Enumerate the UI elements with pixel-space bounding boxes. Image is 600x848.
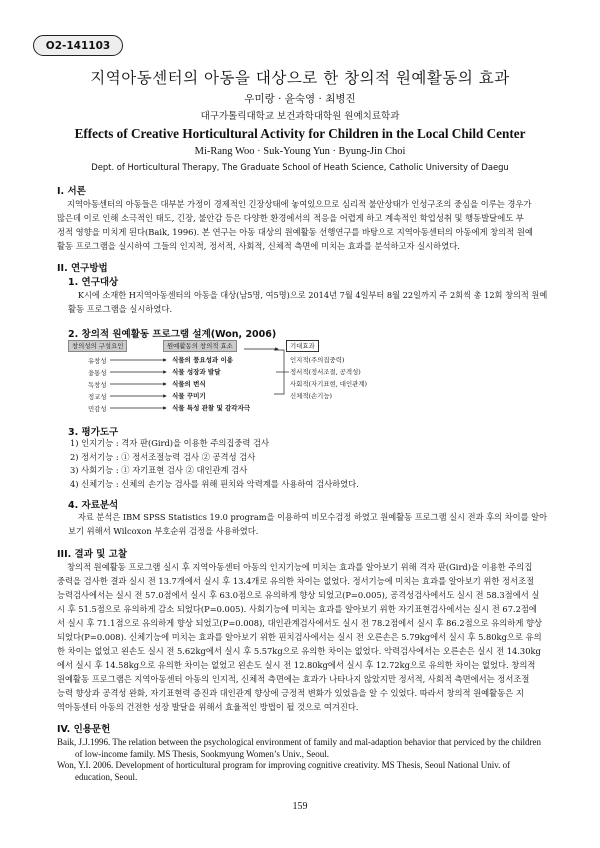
diagram-factor: 민감성 <box>88 405 107 413</box>
list-item: 1) 인지기능 : 격자 판(Gird)을 이용한 주의집중력 검사 <box>70 438 270 448</box>
diagram-header-creativity-factors: 창의성의 구성요인 <box>68 340 127 352</box>
paragraph-line: 많은데 이로 인해 소극적인 태도, 긴장, 불안감 등은 다양한 환경에서의 적응을 어렵게 하고 계속적인 학업성취 및 행동발달에도 부 <box>57 213 524 223</box>
title-english: Effects of Creative Horticultural Activity for Children in the Local Child Center <box>74 126 526 141</box>
paragraph-line: 능력검사에서는 실시 전 57.0점에서 실시 후 63.0점으로 유의하게 향상 되었고(P=0.005), 공격성검사에서도 실시 전 58.3점에서 실 <box>57 590 540 600</box>
affiliation-english: Dept. of Horticultural Therapy, The Graduate School of Heath Science, Catholic University of Daegu <box>91 162 509 172</box>
paragraph-line: K시에 소재한 H지역아동센터의 아동을 대상(남5명, 여5명)으로 2014년 7월 4일부터 8월 22일까지 주 2회씩 총 12회 창의적 원예 <box>77 290 548 300</box>
section-heading-results: III. 결과 및 고찰 <box>57 549 128 560</box>
diagram-effect: 인지적(주의집중력) <box>290 356 345 364</box>
diagram-element: 식물 특성 관찰 및 감각자극 <box>172 404 251 412</box>
subsection-heading-program-design: 2. 창의적 원예활동 프로그램 설계(Won, 2006) <box>68 329 277 340</box>
paragraph-line: 에서 실시 후 14.58kg으로 유의한 차이는 없었고 왼손도 실시 전 12.80kg에서 실시 후 12.72kg으로 유의한 차이는 없었다. 창의적 <box>57 660 536 670</box>
paragraph-line: 자료 분석은 IBM SPSS Statistics 19.0 program을 이용하여 비모수검정 하였고 원예활동 프로그램 실시 전과 후의 차이를 알아 <box>77 512 548 522</box>
authors-english: Mi-Rang Woo · Suk-Young Yun · Byung-Jin Choi <box>194 146 406 157</box>
diagram-factor: 융통성 <box>88 369 107 377</box>
paragraph-line: 한 차이는 없었고 왼손도 실시 전 5.62kg에서 실시 후 5.57kg으로 유의한 차이는 없었다. 악력검사에서는 오른손은 실시 전 14.30kg <box>57 646 541 656</box>
diagram-factor: 정교성 <box>88 393 107 401</box>
subsection-heading-instruments: 3. 평가도구 <box>68 427 119 438</box>
subsection-heading-analysis: 4. 자료분석 <box>68 500 119 511</box>
list-item: 4) 신체기능 : 신체의 손기능 검사를 위해 핀치와 악력계를 사용하여 검사하였다. <box>70 478 359 489</box>
paragraph-line: 되었다(P=0.008). 신체기능에 미치는 효과를 알아보기 위한 핀치검사에서는 실시 전 오른손은 5.79kg에서 실시 후 5.80kg으로 유의 <box>57 632 542 642</box>
diagram-effect: 정서적(정서조절, 공격성) <box>290 368 361 376</box>
authors-korean: 우미랑 · 윤숙영 · 최병진 <box>244 93 356 105</box>
reference-item: Baik, J.J.1996. The relation between the psychological environment of family and mal-adaption behavior that perviced by the children of low-income family. MS Thesis, Sookmyung Women’s Univ., Seoul. <box>57 737 541 759</box>
diagram-factor: 유창성 <box>88 357 107 365</box>
diagram-factor: 독창성 <box>88 381 107 389</box>
section-heading-intro: I. 서론 <box>57 186 86 197</box>
page-number: 159 <box>292 801 308 812</box>
diagram-effect: 사회적(자기표현, 대인관계) <box>290 380 367 388</box>
paragraph-line: 보기 위해서 Wilcoxon 부호순위 검정을 사용하였다. <box>68 526 259 536</box>
paragraph-line: 정적 영향을 미치게 된다(Baik, 1996). 본 연구는 아동 대상의 원예활동 선행연구를 바탕으로 지역아동센터의 아동에게 창의적 원예 <box>57 227 533 237</box>
abstract-id-badge: O2-141103 <box>33 35 123 56</box>
paragraph-line: 시 후 51.5점으로 유의하게 감소 되었다(P=0.005). 사회기능에 미치는 효과를 알아보기 위한 자기표현검사에서는 실시 전 67.2점에 <box>57 604 537 614</box>
program-design-diagram <box>64 340 504 418</box>
section-heading-references: IV. 인용문헌 <box>57 724 111 735</box>
paragraph-line: 활동 프로그램을 실시하였다. <box>68 304 173 314</box>
intro-paragraph <box>57 197 547 253</box>
diagram-element: 식물 성장과 발달 <box>172 368 221 376</box>
subjects-paragraph <box>68 288 547 316</box>
section-heading-methods: II. 연구방법 <box>57 263 108 274</box>
diagram-element: 식물의 번식 <box>172 380 206 388</box>
paragraph-line: 서 실시 후 71.1점으로 유의하게 향상 되었고(P=0.008), 대인관계검사에서도 실시 전 78.2점에서 실시 후 86.2점으로 유의하게 향상 <box>57 618 543 628</box>
affiliation-korean: 대구가톨릭대학교 보건과학대학원 원예치료학과 <box>200 111 400 122</box>
paragraph-line: 활동 프로그램을 실시하여 그들의 인지적, 정서적, 사회적, 신체적 측면에 미치는 효과를 분석하고자 실시하였다. <box>57 241 460 251</box>
diagram-element: 식물 꾸미기 <box>172 392 206 400</box>
diagram-effect: 신체적(손기능) <box>290 392 333 400</box>
results-paragraph <box>57 560 547 714</box>
instruments-list <box>70 437 359 491</box>
paragraph-line: 지역아동센터의 아동들은 대부분 가정이 경제적인 긴장상태에 놓여있으므로 심리적 불안상태가 인성구조의 중심을 이루는 경우가 <box>67 199 532 209</box>
diagram-header-horticultural-elements: 원예활동의 창의적 효소 <box>163 340 237 352</box>
diagram-arrows <box>64 340 504 418</box>
diagram-element: 식물의 풍요성과 이용 <box>172 356 234 364</box>
reference-item: Won, Y.I. 2006. Development of horticultural program for improving cognitive creativity. MS Thesis, Seoul National Univ. of education, Seoul. <box>57 760 511 782</box>
list-item: 3) 사회기능 : ① 자기표현 검사 ② 대인관계 검사 <box>70 465 248 476</box>
subsection-heading-subjects: 1. 연구대상 <box>68 277 119 288</box>
title-korean: 지역아동센터의 아동을 대상으로 한 창의적 원예활동의 효과 <box>90 69 510 87</box>
paragraph-line: 창의적 원예활동 프로그램 실시 후 지역아동센터 아동의 인지기능에 미치는 효과를 알아보기 위해 격자 판(Gird)을 이용한 주의집 <box>67 562 533 572</box>
paragraph-line: 능력 향상과 공격성 완화, 자기표현력 증진과 대인관계 향상에 긍정적 변화가 있었음을 알 수 있었다. 따라서 창의적 원예활동은 지 <box>57 688 524 698</box>
list-item: 2) 정서기능 : ① 정서조절능력 검사 ② 공격성 검사 <box>70 451 256 462</box>
analysis-paragraph <box>68 510 547 538</box>
references-list <box>57 737 547 783</box>
diagram-header-expected-effects: 기대효과 <box>286 340 319 352</box>
paragraph-line: 원예활동 프로그램은 지역아동센터 아동의 인지적, 신체적 측면에는 효과가 나타나지 않았지만 정서적, 사회적 측면에서는 정서조절 <box>57 674 530 684</box>
paragraph-line: 역아동센터 아동의 건전한 성장 발달을 위해서 효율적인 방법이 될 것으로 여겨진다. <box>57 702 359 712</box>
paragraph-line: 중력을 검사한 결과 실시 전 13.7개에서 실시 후 13.4개로 유의한 차이는 없었다. 정서기능에 미치는 효과를 알아보기 위한 정서조절 <box>57 576 535 586</box>
